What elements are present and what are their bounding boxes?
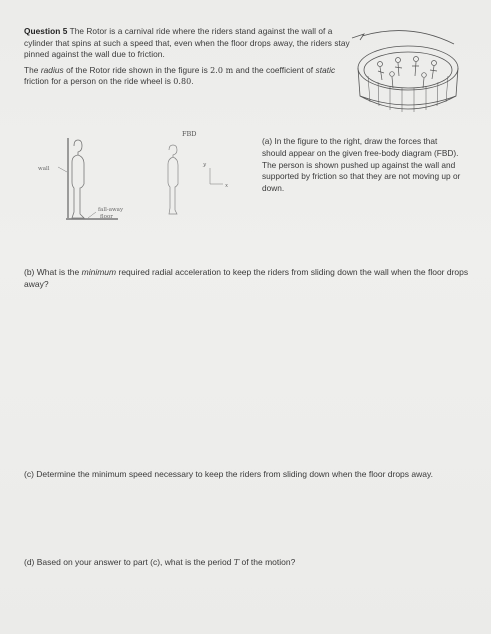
rotation-arrow-head — [352, 34, 364, 40]
intro-text-2e: . — [191, 76, 194, 86]
part-b-prefix: (b) What is the — [24, 267, 82, 277]
floor-label-line-2: floor — [100, 214, 113, 220]
intro-paragraph-2 — [24, 65, 354, 88]
radius-term: radius — [40, 64, 64, 75]
fbd-x-label: x — [225, 183, 229, 189]
part-d-question — [24, 556, 472, 569]
rotor-wall-panels — [368, 76, 448, 112]
intro-text-1: The Rotor is a carnival ride where the riders stand against the wall of a cylinder that spins at such a speed that, even when the floor drops away, the riders stay pinned against the wall due to friction. — [24, 26, 350, 59]
period-symbol: T — [233, 558, 240, 567]
person-against-wall-figure — [30, 132, 150, 232]
question-heading: Question 5 — [24, 26, 68, 36]
wall-label-leader — [58, 167, 67, 172]
rotor-wall — [358, 68, 458, 109]
person-outline — [72, 140, 84, 218]
free-body-diagram — [155, 128, 245, 223]
intro-text-2c: and the coefficient of — [233, 64, 316, 75]
rotor-top-rim — [358, 46, 458, 90]
rotor-ride-illustration — [350, 26, 470, 126]
fbd-y-label: y — [203, 162, 207, 168]
part-d-suffix: of the motion? — [239, 557, 296, 567]
intro-text-2a: The — [24, 64, 41, 75]
radius-value: 2.0 m — [210, 65, 234, 75]
fbd-title: FBD — [182, 130, 197, 138]
intro-paragraph-1 — [24, 26, 354, 61]
part-c-question: (c) Determine the minimum speed necessary to keep the riders from sliding down when the floor drops away. — [24, 469, 433, 479]
floor-label-leader — [88, 212, 96, 218]
fbd-person-outline — [168, 145, 178, 214]
friction-coefficient-value: 0.80 — [173, 77, 192, 86]
floor-label-line-1: fall-away — [98, 207, 124, 213]
rotation-arrow-arc — [362, 31, 454, 44]
part-a-text: (a) In the figure to the right, draw the forces that should appear on the given free-body diagram (FBD). The person is shown pushed up against the wall and supported by friction so that they are not moving up or down. — [262, 136, 461, 194]
rotor-base — [360, 96, 456, 105]
intro-text-2b: of the Rotor ride shown in the figure is — [63, 64, 211, 75]
rotor-inner-rim — [364, 52, 452, 88]
static-term: static — [315, 64, 336, 75]
part-d-prefix: (d) Based on your answer to part (c), what is the period — [24, 557, 234, 567]
riders — [378, 57, 438, 89]
question-intro — [24, 26, 354, 92]
intro-text-2d: friction for a person on the ride wheel is — [24, 76, 174, 86]
part-b-emphasis: minimum — [81, 267, 117, 277]
part-b-suffix: required radial acceleration to keep the riders from sliding down the wall when the floor drops away? — [24, 267, 469, 289]
wall-label: wall — [38, 166, 50, 172]
part-b-question — [24, 266, 472, 290]
